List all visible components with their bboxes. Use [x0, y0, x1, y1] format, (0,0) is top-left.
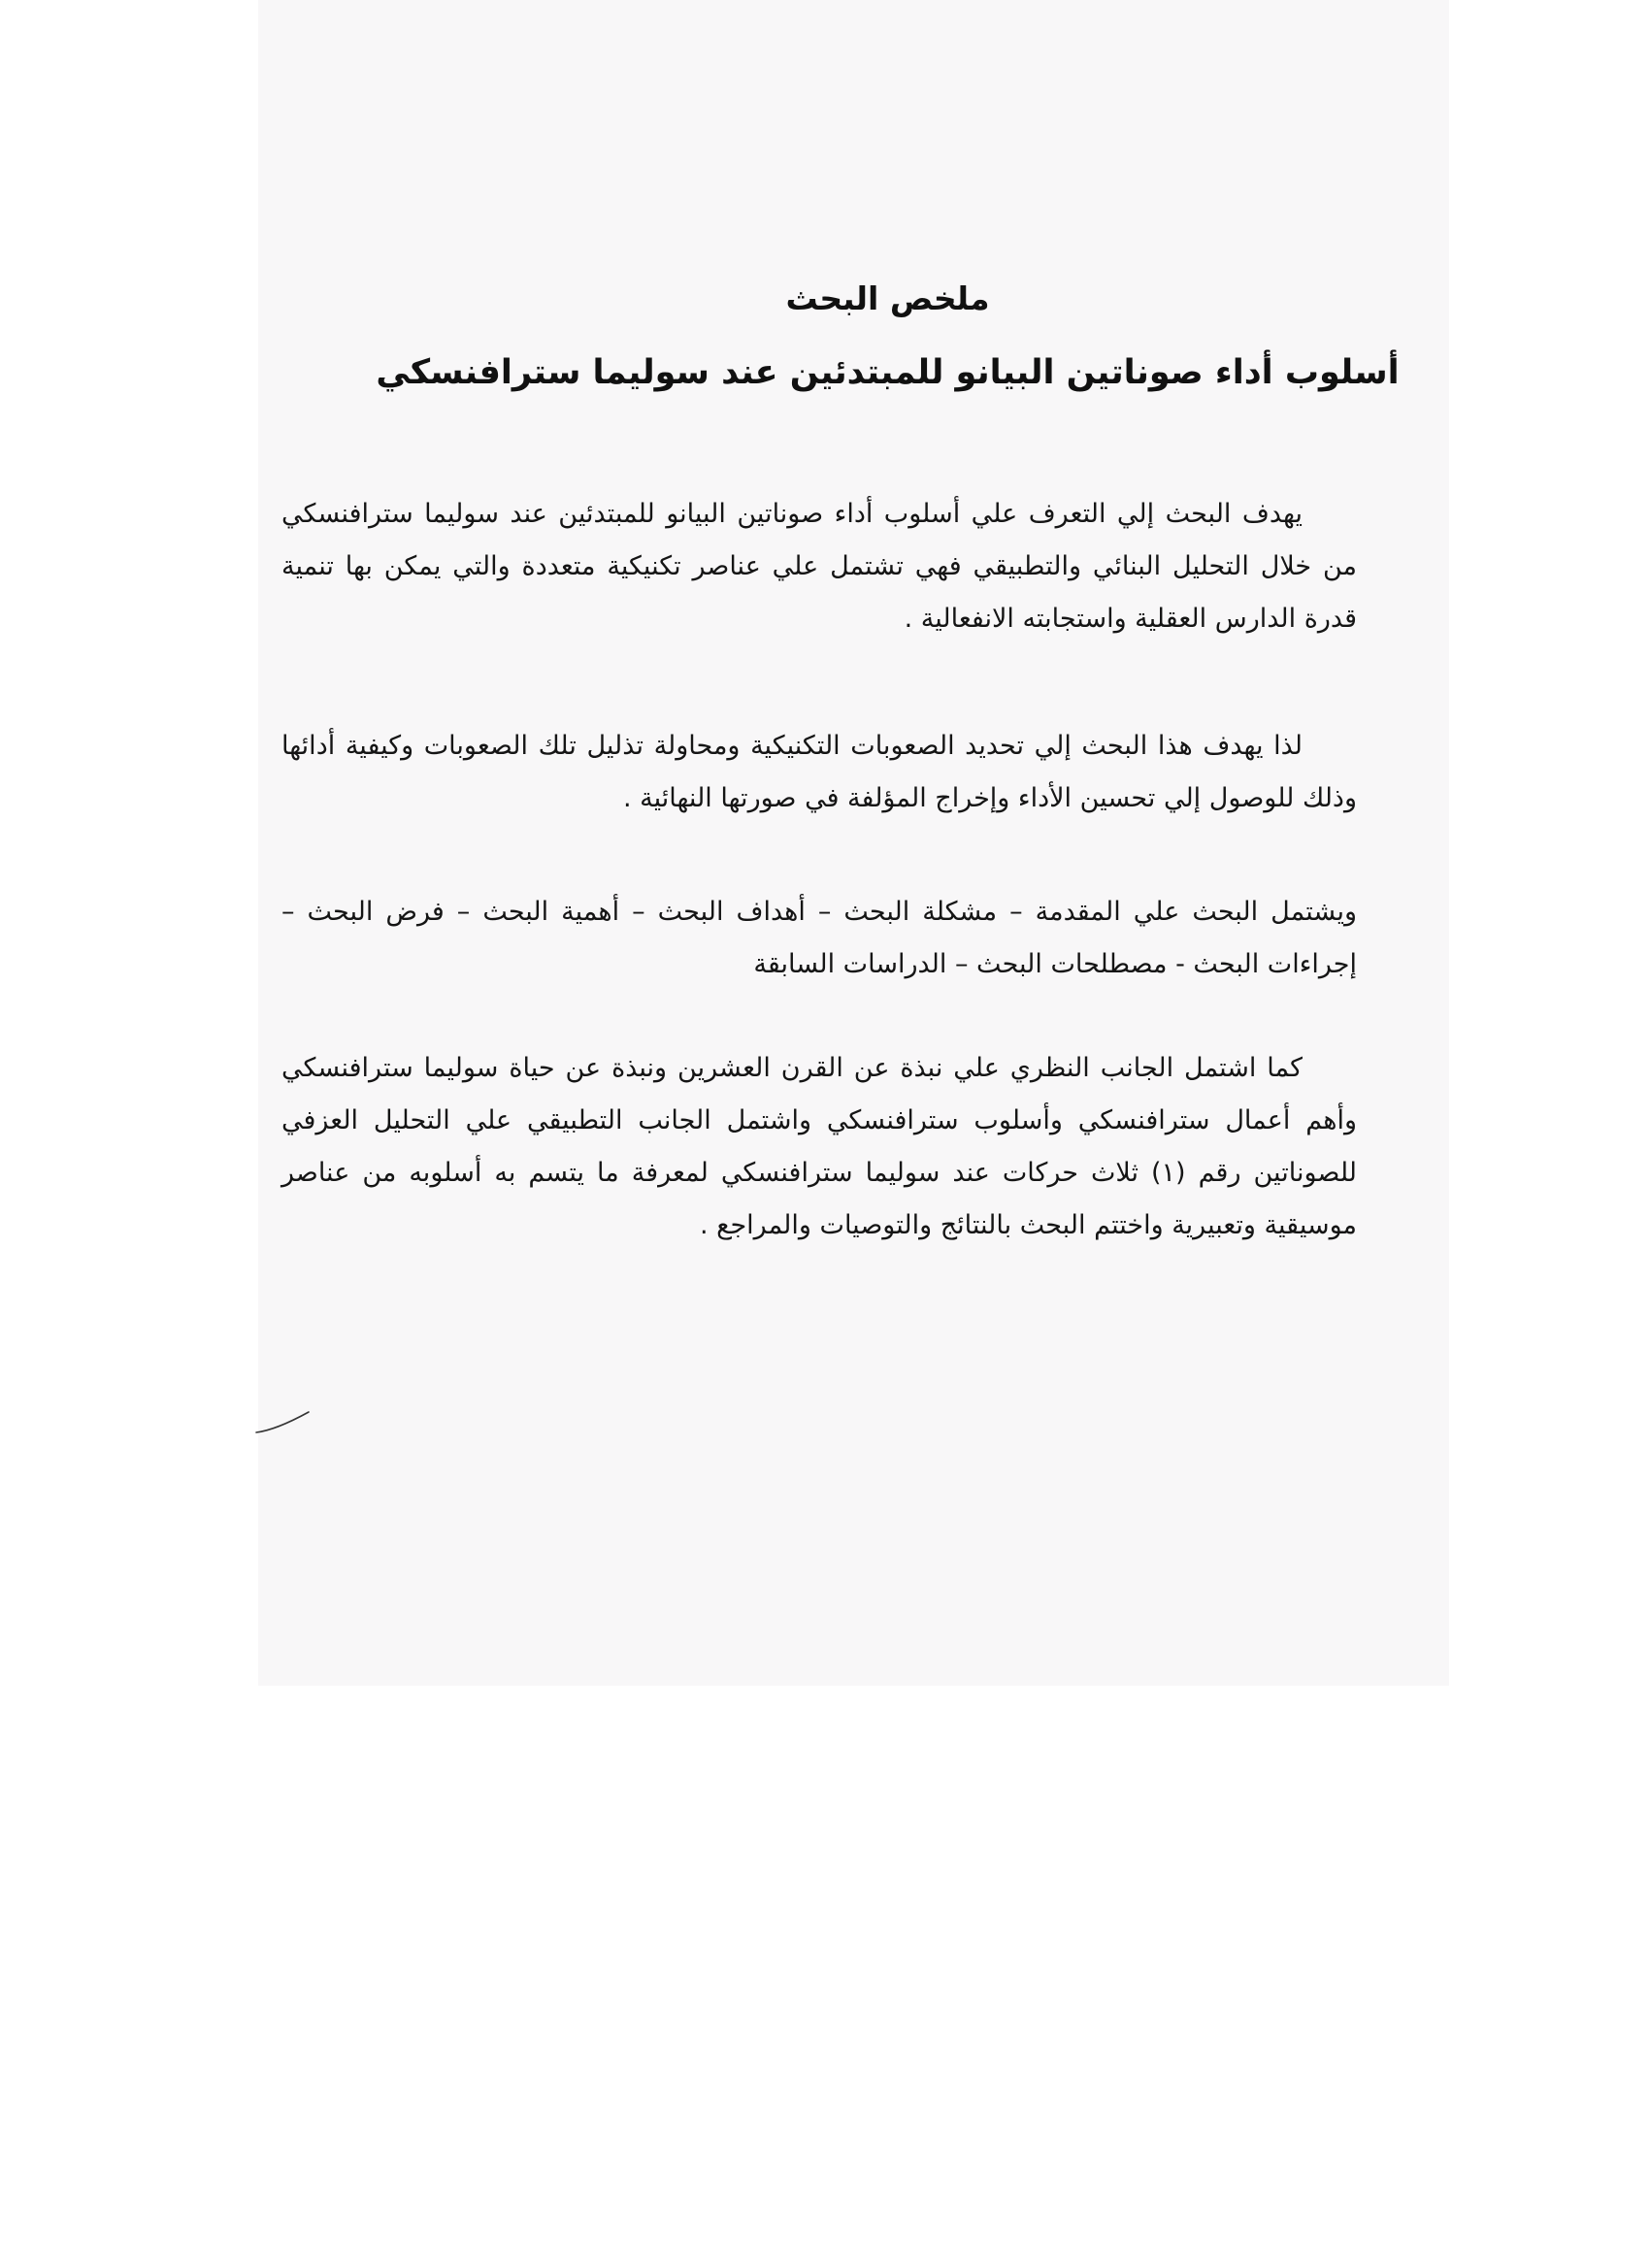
paragraph-contents: ويشتمل البحث علي المقدمة – مشكلة البحث – أهداف البحث – أهمية البحث – فرض البحث – إجراءات البحث - مصطلحات البحث – الدراسات السابقة: [281, 897, 1357, 979]
paragraph-objective: يهدف البحث إلي التعرف علي أسلوب أداء صوناتين البيانو للمبتدئين عند سوليما سترافنسكي من خلال التحليل البنائي والتطبيقي فهي تشتمل علي عناصر تكنيكية متعددة والتي يمكن بها تنمية قدرة الدارس العقلية واستجابته الانفعالية .: [281, 499, 1357, 634]
page-title: ملخص البحث: [785, 279, 990, 317]
paragraph-theory-practice: كما اشتمل الجانب النظري علي نبذة عن القرن العشرين ونبذة عن حياة سوليما سترافنسكي وأهم أعمال سترافنسكي وأسلوب سترافنسكي واشتمل الجانب التطبيقي علي التحليل العزفي للصوناتين رقم (١) ثلاث حركات عند سوليما سترافنسكي لمعرفة ما يتسم به أسلوبه من عناصر موسيقية وتعبيرية واختتم البحث بالنتائج والتوصيات والمراجع .: [281, 1053, 1357, 1240]
research-subtitle: أسلوب أداء صوناتين البيانو للمبتدئين عند سوليما سترافنسكي: [376, 353, 1400, 392]
scanned-page: [258, 0, 1449, 1686]
paragraph-aim: لذا يهدف هذا البحث إلي تحديد الصعوبات التكنيكية ومحاولة تذليل تلك الصعوبات وكيفية أدائها وذلك للوصول إلي تحسين الأداء وإخراج المؤلفة في صورتها النهائية .: [281, 731, 1357, 813]
pen-stroke-mark: [254, 1409, 313, 1434]
